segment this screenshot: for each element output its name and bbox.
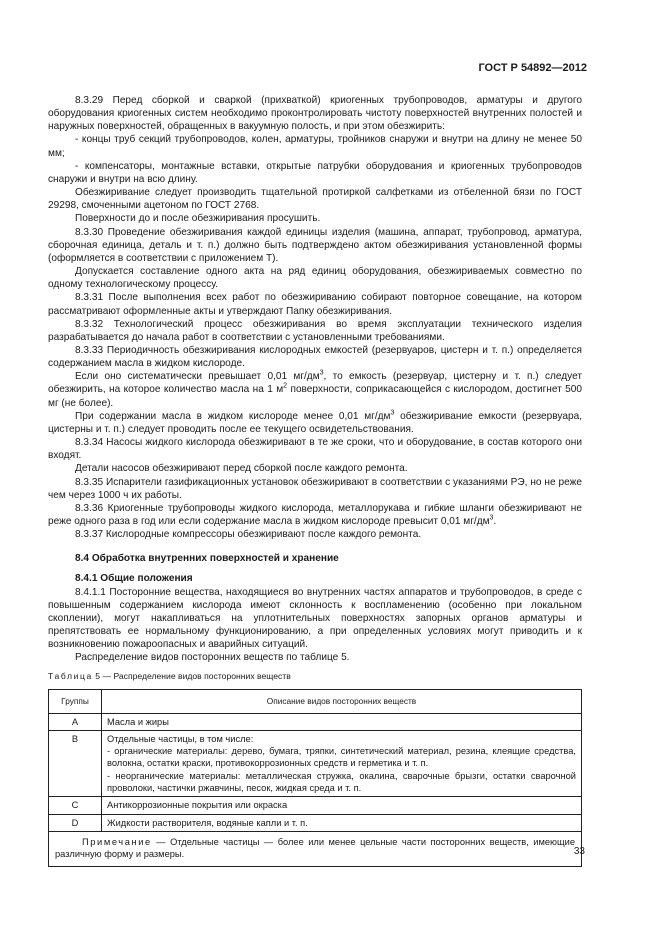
document-header: ГОСТ Р 54892—2012 (478, 62, 587, 74)
description-cell: Масла и жиры (102, 713, 582, 730)
paragraph: Обезжиривание следует производить тщательной протиркой салфетками из отбеленной бязи по ГОСТ 29298, смоченными ацетоном по ГОСТ 2768. (48, 187, 582, 212)
paragraph-8-3-29: 8.3.29 Перед сборкой и сваркой (прихваткой) криогенных трубопроводов, арматуры и другого оборудования криогенных систем необходимо проконтролировать чистоту поверхностей внутренних полостей и наружных поверхностей, обращенных в вакуумную полость, и при этом обезжирить: (48, 95, 582, 133)
column-header-description: Описание видов посторонних веществ (102, 689, 582, 713)
paragraph-8-3-34: 8.3.34 Насосы жидкого кислорода обезжиривают в те же сроки, что и оборудование, в состав которого они входят. (48, 437, 582, 462)
paragraph: Поверхности до и после обезжиривания просушить. (75, 213, 321, 225)
paragraph-8-3-35: 8.3.35 Испарители газификационных установок обезжиривают в соответствии с указаниями РЭ, но не реже чем через 1000 ч их работы. (48, 476, 582, 501)
column-header-groups: Группы (49, 689, 102, 713)
page-content (48, 94, 582, 867)
foreign-substances-table (48, 689, 582, 867)
subsection-heading: 8.4.1 Общие положения (75, 573, 193, 585)
section-heading: 8.4 Обработка внутренних поверхностей и хранение (75, 553, 339, 565)
paragraph-8-3-37: 8.3.37 Кислородные компрессоры обезжиривают после каждого ремонта. (75, 529, 422, 541)
table-row (49, 814, 582, 831)
description-cell: Жидкости растворителя, водяные капли и т. п. (102, 814, 582, 831)
paragraph: Допускается составление одного акта на ряд единиц оборудования, обезжириваемых совместно по одному технологическому процессу. (48, 266, 582, 291)
table-row (49, 730, 582, 796)
paragraph-8-3-36: 8.3.36 Криогенные трубопроводы жидкого кислорода, металлорукава и гибкие шланги обезжиривают не реже одного раза в год или если содержание масла в жидком кислороде превысит 0,01 $мг/дм^3$. (48, 502, 582, 527)
paragraph-8-3-32: 8.3.32 Технологический процесс обезжиривания во время эксплуатации технического изделия разрабатывается до начала работ в соответствии с установленными требованиями. (48, 318, 582, 343)
list-item: - компенсаторы, монтажные вставки, открытые патрубки оборудования и криогенных трубопроводов снаружи и внутри на всю длину. (48, 160, 582, 185)
paragraph-8-3-33: 8.3.33 Периодичность обезжиривания кислородных емкостей (резервуаров, цистерн и т. п.) определяется содержанием масла в жидком кислороде. (48, 344, 582, 370)
table-row (49, 713, 582, 730)
description-cell: Отдельные частицы, в том числе: - органические материалы: дерево, бумага, тряпки, синтетический материал, резина, клеящие средства, волокна, остатки краски, противокоррозионных средств и герметика и т. п. - неорганические материалы: металлическая стружка, окалина, сварочные брызги, остатки сварочной проволоки, частички ржавчины, песок, жидкая среда и т. п. (102, 730, 582, 796)
group-cell: В (49, 730, 102, 796)
group-cell: D (49, 814, 102, 831)
table-row (49, 797, 582, 814)
list-item: - концы труб секций трубопроводов, колен, арматуры, тройников снаружи и внутри на длину не менее 50 мм; (48, 134, 582, 159)
table-note-row (49, 831, 582, 866)
description-cell: Антикоррозионные покрытия или окраска (102, 797, 582, 814)
table-caption: Таблица 5 — Распределение видов посторонних веществ (48, 670, 291, 681)
table-header-row (49, 689, 582, 713)
paragraph: Детали насосов обезжиривают перед сборкой после каждого ремонта. (75, 463, 408, 475)
paragraph-8-3-30: 8.3.30 Проведение обезжиривания каждой единицы изделия (машина, аппарат, трубопровод, арматура, сборочная единица, деталь и т. п.) должно быть подтверждено актом обезжиривания установленной формы (оформляется в соответствии с приложением Т). (48, 226, 582, 264)
group-cell: А (49, 713, 102, 730)
paragraph-8-4-1-1: 8.4.1.1 Посторонние вещества, находящиеся во внутренних частях аппаратов и трубопроводов, в среде с повышенным содержанием кислорода имеют склонность к воспламенению (особенно при локальном скоплении), могут накапливаться на уплотнительных поверхностях запорных органов арматуры и препятствовать ее нормальному функционированию, а при определенных условиях могут приводить и к возникновению пожароопасных и аварийных ситуаций. (48, 586, 582, 651)
group-cell: С (49, 797, 102, 814)
paragraph-oil-low: При содержании масла в жидком кислороде менее 0,01 $мг/дм^3$ обезжиривание емкости (резервуара, цистерны и т. п.) следует проводить после ее текущего освидетельствования. (48, 409, 582, 435)
table-note: Примечание — Отдельные частицы — более или менее цельные части посторонних веществ, имеющие различную форму и размеры. (49, 831, 582, 866)
paragraph-8-3-31: 8.3.31 После выполнения всех работ по обезжириванию собирают повторное совещание, на котором рассматривают оформленные акты и утверждают Папку обезжиривания. (48, 292, 582, 317)
paragraph: Распределение видов посторонних веществ по таблице 5. (75, 652, 350, 664)
page-number: 33 (573, 846, 585, 857)
paragraph-oil-limit: Если оно систематически превышает 0,01 $мг/дм^3$, то емкость (резервуар, цистерну и т. п.) следует обезжирить, на которое количество масла на 1 $м^2$ поверхности, соприкасающейся с кислородом, достигнет 500 мг (не более). (48, 369, 582, 409)
